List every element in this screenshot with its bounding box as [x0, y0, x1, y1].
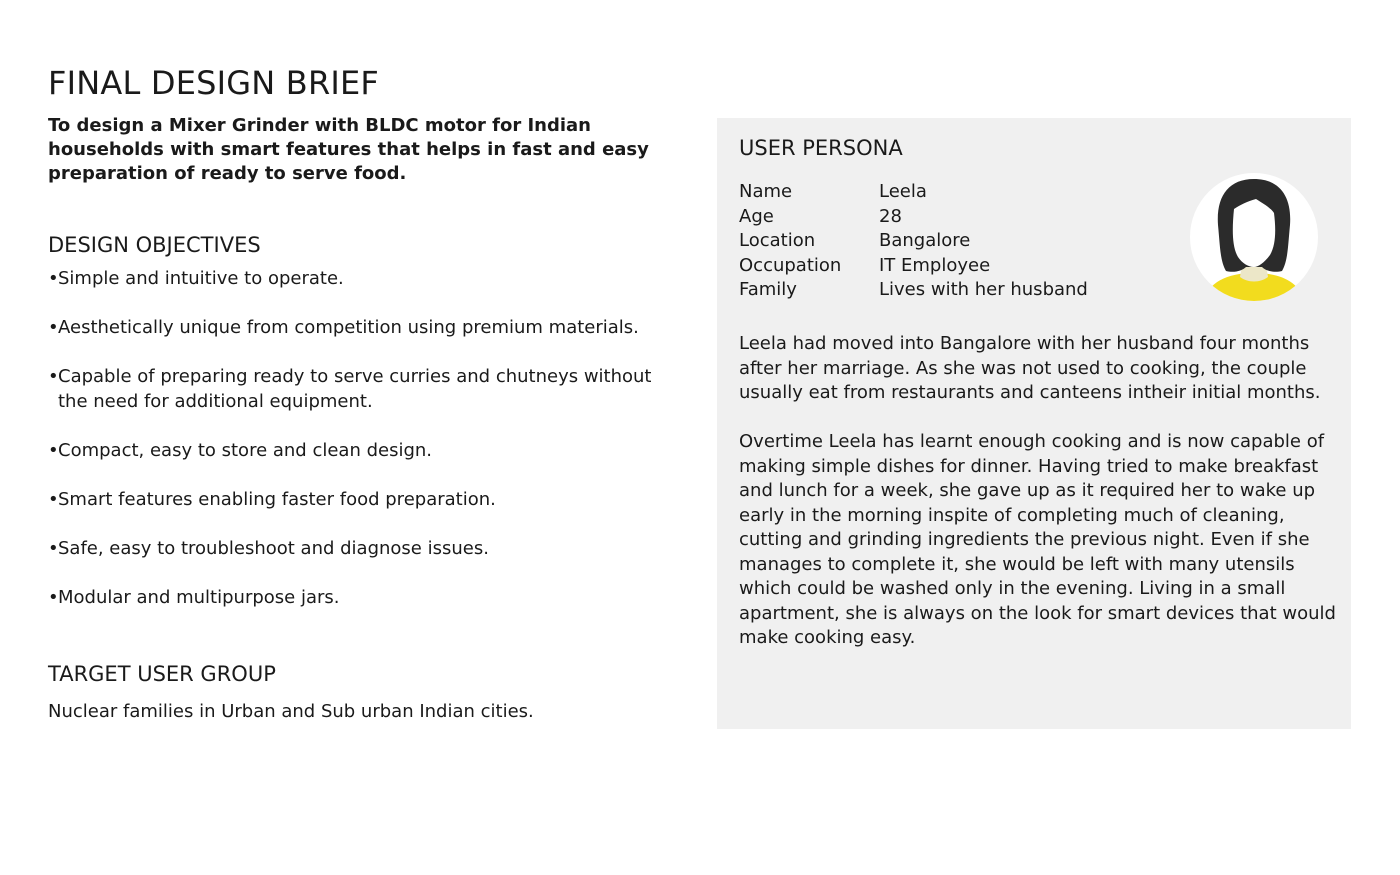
bullet: •	[48, 268, 59, 289]
detail-label: Age	[739, 205, 774, 227]
objective-text: Modular and multipurpose jars.	[58, 586, 340, 608]
target-user-group-heading: TARGET USER GROUP	[48, 662, 276, 686]
detail-value: Lives with her husband	[879, 279, 1088, 300]
objective-item	[48, 488, 658, 513]
persona-story	[739, 332, 1339, 675]
bullet: •	[48, 317, 59, 338]
detail-label: Family	[739, 279, 797, 300]
objective-text: Smart features enabling faster food preparation.	[58, 488, 496, 510]
user-persona-heading: USER PERSONA	[739, 136, 903, 160]
persona-detail-name	[739, 180, 1088, 205]
objective-text: Capable of preparing ready to serve curries and chutneys without the need for additional equipment.	[58, 366, 652, 412]
objective-item	[48, 267, 658, 292]
design-objectives-heading: DESIGN OBJECTIVES	[48, 233, 261, 257]
persona-detail-age	[739, 205, 1088, 230]
persona-detail-occupation	[739, 254, 1088, 279]
objective-item	[48, 365, 658, 414]
objective-text: Aesthetically unique from competition using premium materials.	[58, 317, 639, 338]
user-persona-panel	[717, 118, 1351, 729]
design-objectives-list	[48, 267, 658, 635]
persona-detail-location	[739, 229, 1088, 254]
objective-item	[48, 439, 658, 464]
detail-value: Leela	[879, 181, 927, 202]
objective-text: Safe, easy to troubleshoot and diagnose issues.	[58, 537, 489, 559]
bullet: •	[48, 488, 59, 510]
persona-detail-family	[739, 278, 1088, 303]
detail-value: Bangalore	[879, 230, 971, 251]
bullet: •	[48, 586, 59, 608]
persona-details	[739, 180, 1088, 303]
objective-text: Simple and intuitive to operate.	[58, 268, 344, 289]
bullet: •	[48, 366, 59, 387]
objective-item	[48, 537, 658, 562]
persona-story-paragraph: Overtime Leela has learnt enough cooking and is now capable of making simple dishes for dinner. Having tried to make breakfast and lunch for a week, she gave up as it required her to wake up early in the morning inspite of completing much of cleaning, cutting and grinding ingredients the previous night. Even if she manages to complete it, she would be left with many utensils which could be washed only in the evening. Living in a small apartment, she is always on the look for smart devices that would make cooking easy.	[739, 431, 1336, 648]
brief-statement: To design a Mixer Grinder with BLDC motor for Indian households with smart features that helps in fast and easy preparation of ready to serve food.	[48, 115, 649, 184]
detail-label: Occupation	[739, 254, 842, 276]
bullet: •	[48, 439, 59, 461]
detail-value: IT Employee	[879, 254, 991, 276]
objective-text: Compact, easy to store and clean design.	[58, 439, 433, 461]
persona-story-paragraph: Leela had moved into Bangalore with her husband four months after her marriage. As she was not used to cooking, the couple usually eat from restaurants and canteens intheir initial months.	[739, 333, 1321, 403]
target-user-group-text: Nuclear families in Urban and Sub urban Indian cities.	[48, 701, 534, 722]
detail-label: Name	[739, 181, 793, 202]
bullet: •	[48, 537, 59, 559]
detail-value: 28	[879, 205, 902, 227]
page-title: FINAL DESIGN BRIEF	[48, 64, 380, 102]
female-user-avatar-icon	[1190, 173, 1318, 301]
detail-label: Location	[739, 230, 816, 251]
objective-item	[48, 316, 658, 341]
objective-item	[48, 586, 658, 611]
